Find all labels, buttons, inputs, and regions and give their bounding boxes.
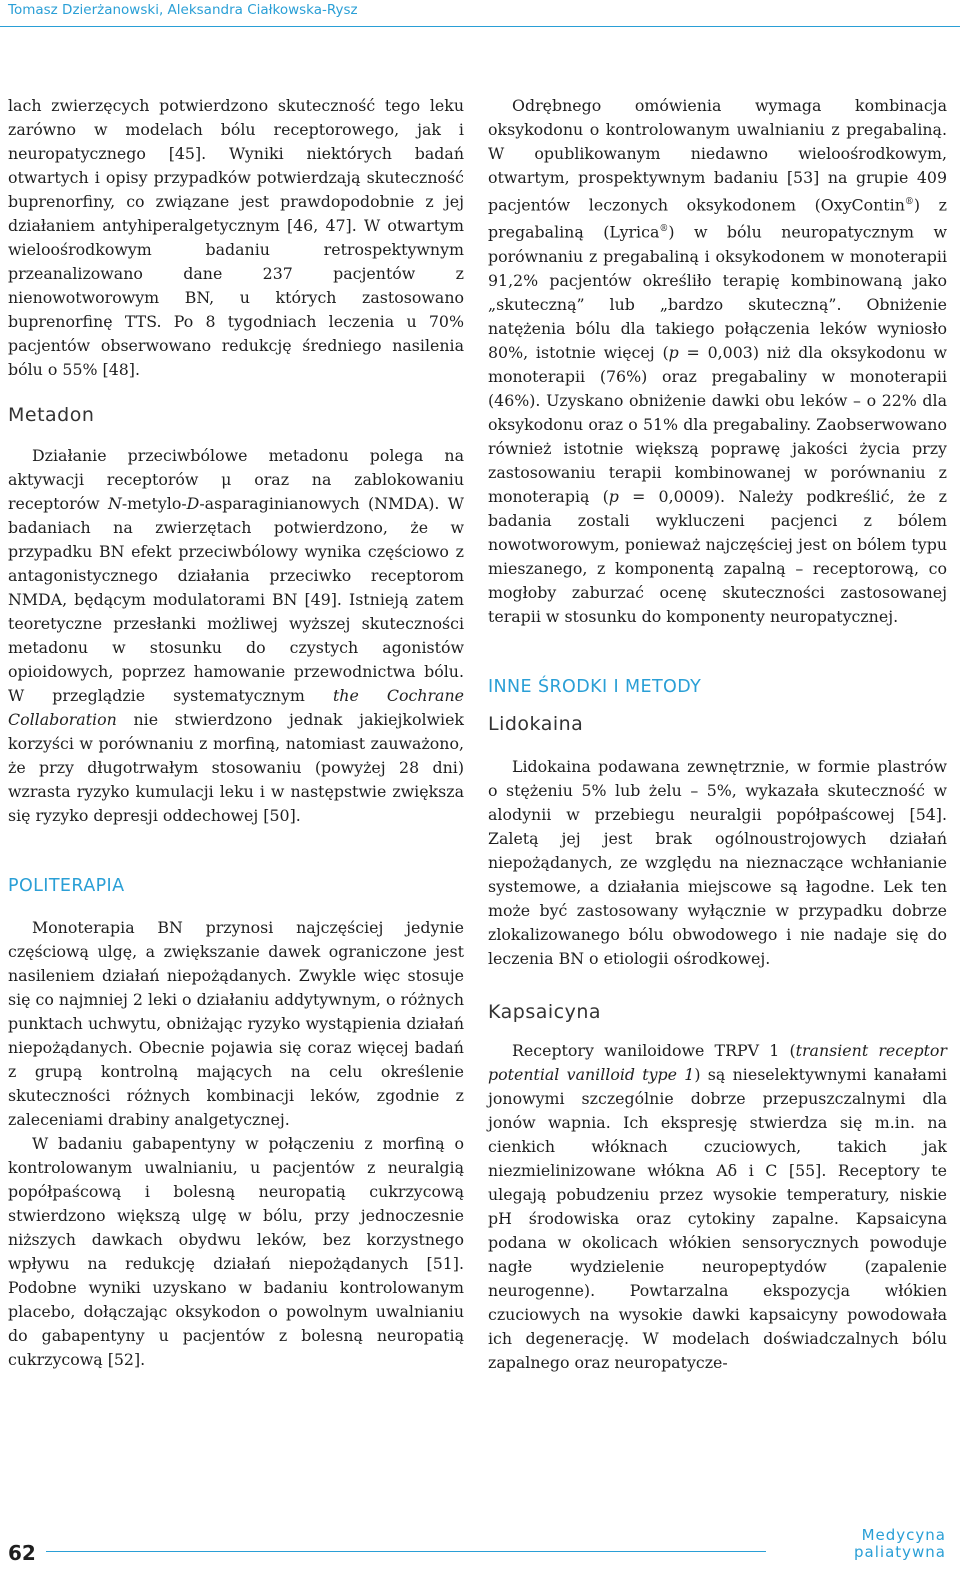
- left-column: [8, 94, 464, 1372]
- metadon-text-a: Działanie przeciwbólowe metadonu polega na aktywacji receptorów μ oraz na zablokowaniu receptorów: [8, 446, 464, 513]
- metadon-text-c: -asparaginianowych (NMDA). W badaniach na zwierzętach potwierdzono, że w przypadku BN efekt przeciwbólowy wynika częściowo z antagonistycznego działania przeciwko receptorom NMDA, będącym modulatorami BN [49]. Istnieją zatem teoretyczne przesłanki możliwej wyższej skuteczności metadonu w stosunku do czystych agonistów opioidowych, poprzez hamowanie przewodnictwa bólu. W przeglądzie systematycznym: [8, 494, 464, 705]
- paragraph-buprenorfina: lach zwierzęcych potwierdzono skuteczność tego leku zarówno w modelach bólu receptorowego, jak i neuropatycznego [45]. Wyniki niektórych badań otwartych i opisy przypadków potwierdzają skuteczność buprenorfiny, co związane jest prawdopodobnie z jej działaniem antyhiperalgetycznym [46, 47]. W otwartym wieloośrodkowym badaniu retrospektywnym przeanalizowano dane 237 pacjentów z nienowotworowym BN, u których zastosowano buprenorfinę TTS. Po 8 tygodniach leczenia u 70% pacjentów obserwowano redukcję średniego nasilenia bólu o 55% [48].: [8, 96, 464, 379]
- registered-mark: ®: [659, 224, 669, 235]
- kapsaicyna-text-b: ) są nieselektywnymi kanałami jonowymi szczególnie dobrze przepuszczalnymi dla jonów wapnia. Ich ekspresję stwierdza się m.in. na cienkich włóknach czuciowych, takich jak niezmielinizowane włókna Aδ i C [55]. Receptory te ulegają pobudzeniu przez wysokie temperatury, niskie pH środowiska oraz cytokiny zapalne. Kapsaicyna podana w okolicach włókien sensorycznych powoduje nagłe wydzielenie neuropeptydów (zapalenie neurogenne). Powtarzalna ekspozycja włókien czuciowych na wysokie dawki kapsaicyny powodowała ich degenerację. W modelach doświadczalnych bólu zapalnego oraz neuropatycze-: [488, 1064, 947, 1372]
- footer-rule: [46, 1551, 766, 1552]
- paragraph-kapsaicyna: [488, 1039, 947, 1375]
- journal-name-line1: Medycyna: [861, 1526, 946, 1544]
- paragraph-gabapentyna: W badaniu gabapentyny w połączeniu z morfiną o kontrolowanym uwalnianiu, u pacjentów z neuralgią popółpaścową i bolesną neuropatią cukrzycową stwierdzono większą ulgę w bólu, przy jednoczesnie niższych dawkach obydwu leków, bez korzystnego wpływu na redukcję działań niepożądanych [51]. Podobne wyniki uzyskano w badaniu kontrolowanym placebo, dołączając oksykodon o powolnym uwalnianiu do gabapentyny u pacjentów z bolesną neuropatią cukrzycową [52].: [8, 1134, 464, 1369]
- running-head-authors: Tomasz Dzierżanowski, Aleksandra Ciałkowska-Rysz: [8, 2, 358, 18]
- paragraph-metadon: [8, 444, 464, 828]
- metadon-n: N: [108, 494, 122, 513]
- header-rule: [0, 26, 960, 27]
- heading-lidokaina: Lidokaina: [488, 712, 584, 735]
- heading-kapsaicyna: Kapsaicyna: [488, 1000, 602, 1023]
- combo-text-c: ) w bólu neuropatycznym w porównaniu z pregabaliną i oksykodonem w monoterapii 91,2% pacjentów określiło terapię kombinowaną jako „skuteczną” lub „bardzo skuteczną”. Obniżenie natężenia bólu dla takiego połączenia leków wyniosło 80%, istotnie więcej (: [488, 222, 947, 362]
- kapsaicyna-italic: transient receptor potential vanilloid type 1: [488, 1040, 947, 1084]
- paragraph-oksykodon-pregabalina: [488, 94, 947, 629]
- metadon-text-e: nie stwierdzono jednak jakiejkolwiek korzyści w porównaniu z morfiną, natomiast zauważono, że przy długotrwałym stosowaniu (powyżej 28 dni) wzrasta ryzyko kumulacji leku i w następstwie zwiększa się ryzyko depresji oddechowej [50].: [8, 710, 464, 825]
- combo-text-b: ) z pregabaliną (Lyrica: [488, 195, 947, 242]
- heading-politerapia: POLITERAPIA: [8, 876, 125, 896]
- metadon-d: D: [186, 494, 200, 513]
- metadon-cochrane: the Cochrane Collaboration: [8, 686, 464, 729]
- page-number: 62: [8, 1541, 36, 1565]
- metadon-text-b: -metylo-: [121, 494, 187, 513]
- combo-text-e: = 0,0009). Należy podkreślić, że z badania zostali wykluczeni pacjenci z bólem nowotworowym, ponieważ najczęściej jest on bólem typu mieszanego, z komponentą zapalną – receptorową, co mogłoby zaburzać ocenę skuteczności zastosowanej terapii w stosunku do komponenty neuropatycznej.: [488, 486, 947, 626]
- registered-mark: ®: [904, 197, 914, 207]
- combo-text-d: = 0,003) niż dla oksykodonu w monoterapii (76%) oraz pregabaliny w monoterapii (46%). Uzyskano obniżenie dawki obu leków – o 22% dla oksykodonu oraz o 51% dla pregabaliny. Zaobserwowano również istotnie większą poprawę jakości życia przy zastosowaniu terapii kombinowanej w porównaniu z monoterapią (: [488, 342, 947, 506]
- journal-logo: [854, 1527, 946, 1561]
- journal-name-line2: paliatywna: [854, 1543, 946, 1561]
- p-symbol: p: [608, 486, 619, 506]
- combo-text-a: Odrębnego omówienia wymaga kombinacja oksykodonu o kontrolowanym uwalnianiu z pregabaliną. W opublikowanym niedawno wieloośrodkowym, otwartym, prospektywnym badaniu [53] na grupie 409 pacjentów leczonych oksykodonem (OxyContin: [488, 96, 947, 215]
- kapsaicyna-text-a: Receptory waniloidowe TRPV 1 (: [512, 1040, 796, 1060]
- paragraph-monoterapia: Monoterapia BN przynosi najczęściej jedynie częściową ulgę, a zwiększanie dawek ograniczone jest nasileniem działań niepożądanych. Zwykle więc stosuje się co najmniej 2 leki o działaniu addytywnym, o różnych punktach uchwytu, obniżając ryzyko wystąpienia działań niepożądanych. Obecnie pojawia się coraz więcej badań z grupą kontrolną mających na celu określenie skuteczności różnych kombinacji leków, zgodnie z zaleceniami drabiny analgetycznej.: [8, 918, 464, 1129]
- heading-inne-srodki: INNE ŚRODKI I METODY: [488, 676, 702, 697]
- paragraph-lidokaina: Lidokaina podawana zewnętrznie, w formie plastrów o stężeniu 5% lub żelu – 5%, wykazała skuteczność w alodynii w przebiegu neuralgii popółpaścowej [54]. Zaletą jej jest brak ogólnoustrojowych działań niepożądanych, ze względu na nieznaczące wchłanianie systemowe, a działania miejscowe są łagodne. Lek ten może być zastosowany wyłącznie w przypadku dobrze zlokalizowanego bólu obwodowego i nie nadaje się do leczenia BN o etiologii ośrodkowej.: [488, 756, 947, 968]
- heading-metadon: Metadon: [8, 404, 95, 426]
- right-column: [488, 94, 947, 1375]
- p-symbol: p: [668, 342, 679, 362]
